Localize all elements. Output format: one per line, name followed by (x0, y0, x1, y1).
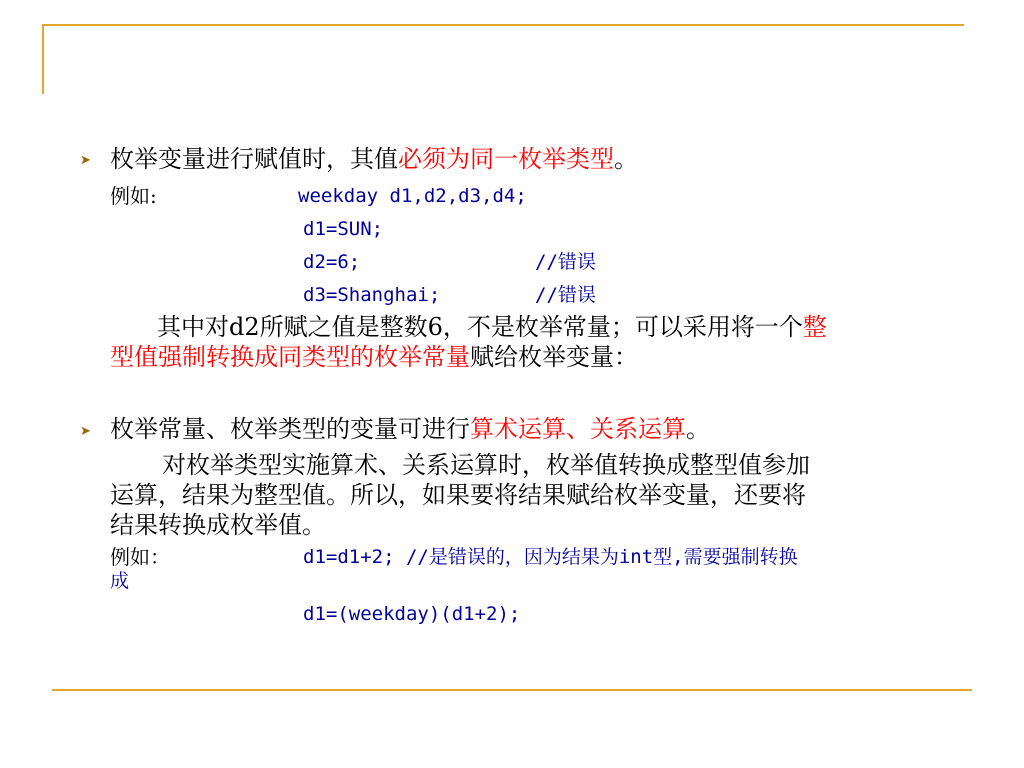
section2-intro-highlight: 算术运算、关系运算 (470, 415, 686, 443)
section2-paragraph-line1: 对枚举类型实施算术、关系运算时，枚举值转换成整型值参加 (162, 451, 810, 479)
section2-code-line1: d1=d1+2; //是错误的，因为结果为int型,需要强制转换 (303, 546, 798, 568)
section1-note-text: 其中对d2所赋之值是整数6，不是枚举常量；可以采用将一个 (157, 313, 803, 341)
code-declaration: weekday d1,d2,d3,d4; (298, 185, 527, 207)
code-line-1: d1=SUN; (303, 218, 384, 240)
section2-code-wrap: 成 (110, 570, 130, 592)
code-line-2-comment: //错误 (535, 251, 596, 273)
section1-intro-highlight: 必须为同一枚举类型 (398, 145, 614, 173)
section1-note-line2 (110, 342, 638, 372)
bottom-decoration-line (52, 689, 972, 691)
example-label-1: 例如: (110, 184, 157, 208)
section2-code-line2: d1=(weekday)(d1+2); (303, 603, 521, 625)
section1-intro-text: 枚举变量进行赋值时，其值 (110, 145, 398, 173)
arrow-bullet-icon: ➤ (80, 153, 91, 168)
section1-intro-end: 。 (614, 145, 638, 173)
top-decoration-line (42, 24, 964, 26)
section1-note-end: 赋给枚举变量： (470, 343, 638, 371)
section1-note-highlight: 型值强制转换成同类型的枚举常量 (110, 343, 470, 371)
left-decoration-line (42, 24, 44, 94)
section2-intro (110, 414, 710, 444)
example-label-2: 例如： (110, 545, 170, 569)
arrow-bullet-icon: ➤ (80, 424, 91, 439)
section1-intro (110, 144, 638, 174)
section1-note-line1 (157, 312, 827, 342)
section1-note-highlight-start: 整 (802, 313, 827, 341)
section2-paragraph-line3: 结果转换成枚举值。 (110, 511, 326, 539)
code-line-3-comment: //错误 (535, 284, 596, 306)
section2-paragraph-line2: 运算，结果为整型值。所以，如果要将结果赋给枚举变量，还要将 (110, 481, 806, 509)
section2-intro-text: 枚举常量、枚举类型的变量可进行 (110, 415, 470, 443)
code-line-2: d2=6; (303, 251, 361, 273)
section2-intro-end: 。 (686, 415, 710, 443)
code-line-3: d3=Shanghai; (303, 284, 441, 306)
